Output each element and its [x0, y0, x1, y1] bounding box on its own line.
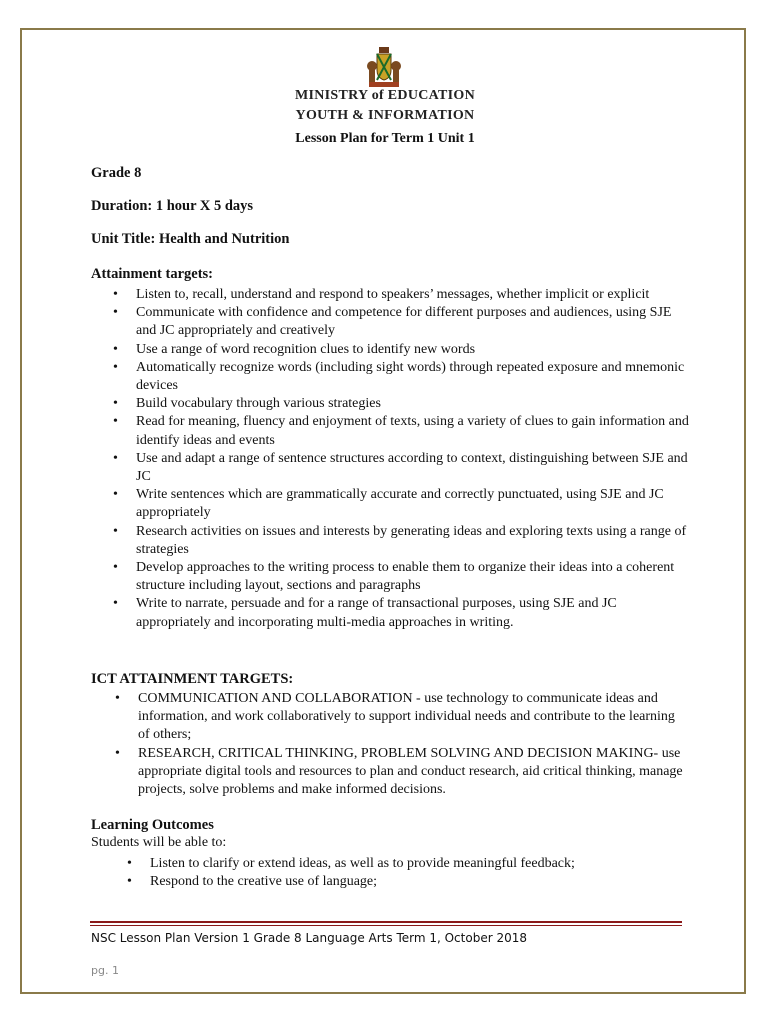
outcomes-lead: Students will be able to:	[91, 835, 227, 850]
ministry-name: MINISTRY of EDUCATION	[294, 88, 476, 103]
list-item: • Automatically recognize words (including sight words) through repeated exposure and mnemonic devices	[91, 359, 691, 395]
unit-title-field: Unit Title: Health and Nutrition	[91, 231, 290, 247]
list-item: • COMMUNICATION AND COLLABORATION - use technology to communicate ideas and information, and work collaboratively to support individual needs and contribute to the learning of others;	[93, 690, 683, 745]
list-item: • Research activities on issues and interests by generating ideas and exploring texts using a range of strategies	[91, 523, 691, 559]
outcomes-list	[105, 855, 685, 891]
coat-of-arms-logo	[365, 46, 403, 90]
list-item: • Develop approaches to the writing process to enable them to organize their ideas into a coherent structure including layout, sections and paragraphs	[91, 559, 691, 595]
ict-heading: ICT ATTAINMENT TARGETS:	[91, 671, 294, 687]
list-item: • Use and adapt a range of sentence structures according to context, distinguishing between SJE and JC	[91, 450, 691, 486]
list-item: • Write to narrate, persuade and for a range of transactional purposes, using SJE and JC appropriately and incorporating multi-media approaches in writing.	[91, 595, 691, 631]
grade-field: Grade 8	[91, 165, 142, 181]
footer-text: NSC Lesson Plan Version 1 Grade 8 Language Arts Term 1, October 2018	[91, 931, 527, 945]
list-item: • Use a range of word recognition clues to identify new words	[91, 341, 691, 359]
list-item: • Communicate with confidence and competence for different purposes and audiences, using SJE and JC appropriately and creatively	[91, 304, 691, 340]
ict-list	[93, 690, 683, 799]
outcomes-heading: Learning Outcomes	[91, 817, 214, 833]
footer-rule	[90, 921, 682, 923]
footer-rule-thin	[90, 925, 682, 926]
list-item: • Respond to the creative use of language;	[105, 873, 685, 891]
list-item: • Read for meaning, fluency and enjoyment of texts, using a variety of clues to gain information and identify ideas and events	[91, 413, 691, 449]
list-item: • Build vocabulary through various strategies	[91, 395, 691, 413]
duration-field: Duration: 1 hour X 5 days	[91, 198, 254, 214]
attainment-heading: Attainment targets:	[91, 266, 214, 282]
page-number: pg. 1	[91, 964, 119, 977]
ministry-subname: YOUTH & INFORMATION	[295, 108, 475, 123]
attainment-list	[91, 286, 691, 632]
list-item: • Listen to clarify or extend ideas, as well as to provide meaningful feedback;	[105, 855, 685, 873]
document-title: Lesson Plan for Term 1 Unit 1	[295, 131, 475, 146]
list-item: • Listen to, recall, understand and respond to speakers’ messages, whether implicit or explicit	[91, 286, 691, 304]
list-item: • RESEARCH, CRITICAL THINKING, PROBLEM SOLVING AND DECISION MAKING- use appropriate digital tools and resources to plan and conduct research, aid critical thinking, manage projects, solve problems and make informed decisions.	[93, 745, 683, 800]
list-item: • Write sentences which are grammatically accurate and correctly punctuated, using SJE and JC appropriately	[91, 486, 691, 522]
